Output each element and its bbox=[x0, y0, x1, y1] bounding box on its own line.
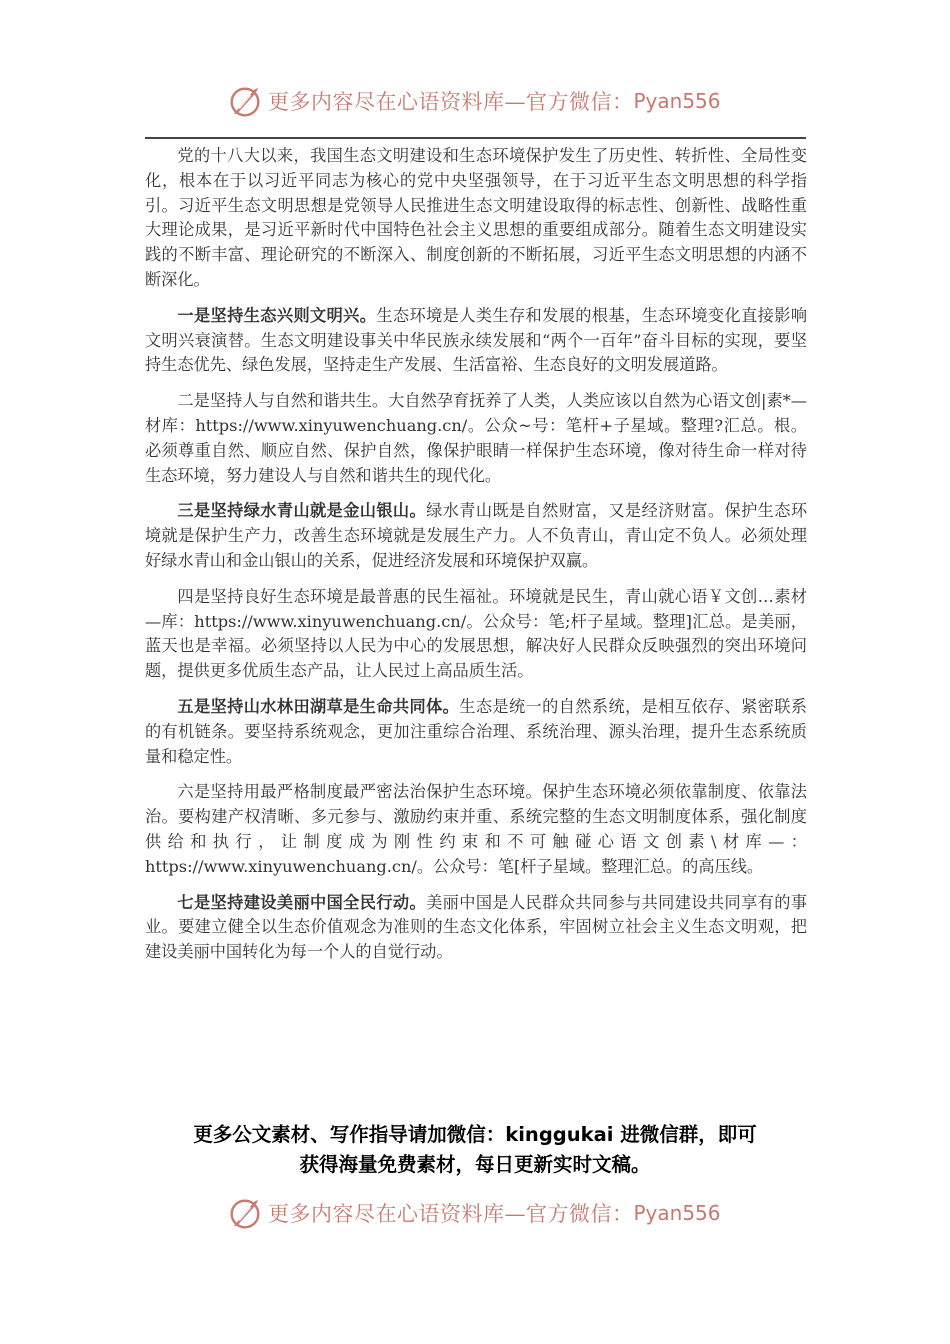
paragraph-2: 二是坚持人与自然和谐共生。大自然孕育抚养了人类，人类应该以自然为心语文创|素*—材库：https://www.xinyuwenchuang.cn/。公众~号：笔杆+子星域。整理?汇总。根。必须尊重自然、顺应自然、保护自然，像保护眼睛一样保护生态环境，像对待生命一样对待生态环境，努力建设人与自然和谐共生的现代化。 bbox=[145, 391, 807, 485]
paragraph-3: 三是坚持绿水青山就是金山银山。绿水青山既是自然财富，又是经济财富。保护生态环境就是保护生产力，改善生态环境就是发展生产力。人不负青山，青山定不负人。必须处理好绿水青山和金山银山的关系，促进经济发展和环境保护双赢。 bbox=[145, 501, 808, 570]
banner-handle: Pyan556 bbox=[633, 1201, 721, 1225]
header-rule bbox=[145, 137, 806, 139]
promo-line-1: 更多公文素材、写作指导请加微信：kinggukai 进微信群，即可 bbox=[193, 1123, 757, 1146]
paragraph-lead: 三是坚持绿水青山就是金山银山。 bbox=[177, 501, 427, 521]
paragraph-lead: 七是坚持建设美丽中国全民行动。 bbox=[177, 892, 427, 912]
paragraph-6: 六是坚持用最严格制度最严密法治保护生态环境。保护生态环境必须依靠制度、依靠法治。要构建产权清晰、多元参与、激励约束并重、系统完整的生态文明制度体系，强化制度供给和执行，让制度成为刚性约束和不可触碰心语文创素\材库—：https://www.xinyuwenchuang.cn/。公众号：笔[杆子星域。整理汇总。的高压线。 bbox=[145, 782, 807, 876]
paragraph-lead: 一是坚持生态兴则文明兴。 bbox=[177, 305, 377, 325]
paragraph-1: 一是坚持生态兴则文明兴。生态环境是人类生存和发展的根基，生态环境变化直接影响文明兴衰演替。生态文明建设事关中华民族永续发展和“两个一百年”奋斗目标的实现，要坚持生态优先、绿色发展，坚持走生产发展、生活富裕、生态良好的文明发展道路。 bbox=[145, 305, 808, 375]
paragraph-5: 五是坚持山水林田湖草是生命共同体。生态是统一的自然系统，是相互依存、紧密联系的有机链条。要坚持系统观念，更加注重综合治理、系统治理、源头治理，提升生态系统质量和稳定性。 bbox=[145, 696, 807, 766]
article-body bbox=[145, 144, 807, 976]
quill-logo-icon bbox=[226, 1194, 264, 1232]
promo-line-2: 获得海量免费素材，每日更新实时文稿。 bbox=[299, 1153, 651, 1176]
banner-text: 更多内容尽在心语资料库—官方微信： bbox=[268, 90, 634, 114]
paragraph-7: 七是坚持建设美丽中国全民行动。美丽中国是人民群众共同参与共同建设共同享有的事业。要建立健全以生态价值观念为准则的生态文化体系，牢固树立社会主义生态文明观，把建设美丽中国转化为每一个人的自觉行动。 bbox=[145, 892, 808, 962]
promo-notice bbox=[100, 1120, 850, 1180]
quill-logo-icon bbox=[226, 82, 264, 120]
paragraph-4: 四是坚持良好生态环境是最普惠的民生福祉。环境就是民生，青山就心语￥文创…素材—库：https://www.xinyuwenchuang.cn/。公众号：笔;杆子星域。整理]汇总。是美丽，蓝天也是幸福。必须坚持以人民为中心的发展思想，解决好人民群众反映强烈的突出环境问题，提供更多优质生态产品，让人民过上高品质生活。 bbox=[145, 586, 807, 681]
banner-text: 更多内容尽在心语资料库—官方微信： bbox=[268, 1202, 634, 1226]
banner-handle: Pyan556 bbox=[633, 89, 721, 113]
paragraph-intro: 党的十八大以来，我国生态文明建设和生态环境保护发生了历史性、转折性、全局性变化，根本在于以习近平同志为核心的党中央坚强领导，在于习近平生态文明思想的科学指引。习近平生态文明思想是党领导人民推进生态文明建设取得的标志性、创新性、战略性重大理论成果，是习近平新时代中国特色社会主义思想的重要组成部分。随着生态文明建设实践的不断丰富、理论研究的不断深入、制度创新的不断拓展，习近平生态文明思想的内涵不断深化。 bbox=[145, 146, 807, 289]
paragraph-lead: 五是坚持山水林田湖草是生命共同体。 bbox=[177, 696, 460, 716]
header-banner bbox=[0, 78, 950, 124]
footer-banner bbox=[0, 1190, 950, 1236]
